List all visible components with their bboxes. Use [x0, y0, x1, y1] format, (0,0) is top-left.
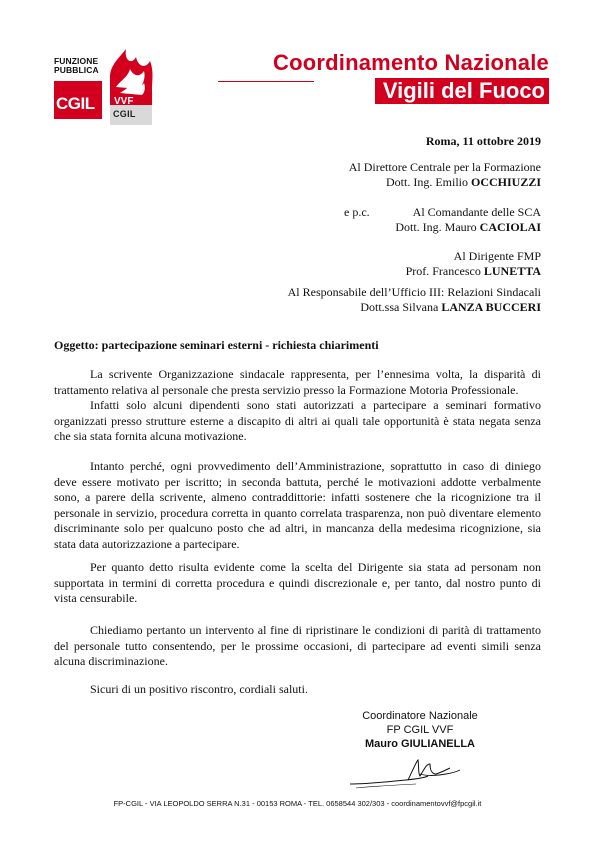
signature-org: FP CGIL VVF	[386, 724, 454, 736]
logo-funzione-text: FUNZIONE	[54, 56, 99, 66]
recipient-1-prefix: Dott. Ing. Emilio	[385, 175, 471, 189]
recipient-2-prefix: Dott. Ing. Mauro	[395, 220, 480, 234]
body-paragraph-4: Per quanto detto risulta evidente come la scelta del Dirigente sia stata ad personam non supportata in termini di corretta procedura e quindi discrezionale e, per tanto, dal nostro punto di vista censurabile.	[54, 560, 541, 605]
recipient-3-role: Al Dirigente FMP	[453, 249, 541, 263]
body-paragraph-6: Sicuri di un positivo riscontro, cordiali saluti.	[90, 682, 308, 696]
recipient-4-surname: LANZA BUCCERI	[441, 300, 541, 314]
body-paragraph-5: Chiediamo pertanto un intervento al fine di ripristinare le condizioni di parità di trattamento del personale tutto consentendo, per le prossime occasioni, di partecipare ad eventi simili senza alcuna discriminazione.	[54, 623, 541, 668]
recipient-4-prefix: Dott.ssa Silvana	[360, 300, 442, 314]
recipient-4-role: Al Responsabile dell’Ufficio III: Relazioni Sindacali	[287, 285, 541, 299]
body-block-3	[54, 560, 541, 607]
recipient-3-name	[406, 264, 541, 279]
body-paragraph-1: La scrivente Organizzazione sindacale rappresenta, per l’ennesima volta, la disparità di trattamento relativa al personale che presta servizio presso la Formazione Motoria Professionale.	[54, 367, 541, 397]
body-block-2	[54, 459, 541, 552]
epc-label: e p.c.	[344, 205, 370, 219]
letter-date: Roma, 11 ottobre 2019	[425, 134, 541, 148]
recipient-2-name	[395, 220, 541, 235]
recipient-4-name	[360, 300, 541, 315]
recipient-3-prefix: Prof. Francesco	[405, 264, 484, 278]
header-title-coordinamento: Coordinamento Nazionale	[273, 50, 549, 75]
header-divider	[218, 81, 314, 82]
recipient-1-name	[386, 175, 541, 190]
recipient-1-surname: OCCHIUZZI	[470, 175, 541, 189]
body-paragraph-2: Infatti solo alcuni dipendenti sono stati autorizzati a partecipare a seminari formativo organizzati presso strutture esterne a discapito di altri ai quali tale opportunità è stata negata senza che sia stata fornita alcuna motivazione.	[54, 398, 541, 443]
header-title-vigili: Vigili del Fuoco	[375, 78, 549, 104]
letter-subject: Oggetto: partecipazione seminari esterni - richiesta chiarimenti	[54, 338, 379, 352]
recipient-3-surname: LUNETTA	[483, 264, 541, 278]
handwritten-signature	[346, 754, 466, 792]
signature-role: Coordinatore Nazionale	[362, 710, 478, 722]
footer-contact: FP-CGIL - VIA LEOPOLDO SERRA N.31 - 00153 ROMA - TEL. 0658544 302/303 - coordinamentovvf@fpcgil.it	[113, 799, 482, 808]
body-paragraph-3: Intanto perché, ogni provvedimento dell’Amministrazione, soprattutto in caso di diniego deve essere motivato per iscritto; in seconda battuta, perché le motivazioni addotte verbalmente sono, a parere della scrivente, almeno contraddittorie: infatti sostenere che la ricognizione tra il personale in servizio, procedura corretta in quanto correlata trasparenza, non può diventare elemento discriminante solo per qualcuno posto che ad altri, in mancanza della medesima ricognizione, sia stata data autorizzazione a partecipare.	[54, 459, 541, 551]
fp-cgil-vvf-logo	[54, 47, 156, 127]
body-block-4	[54, 623, 541, 670]
recipient-2-role: Al Comandante delle SCA	[412, 205, 541, 219]
logo-pubblica-text: PUBBLICA	[54, 65, 99, 75]
logo-vvf-text: VVF	[114, 96, 134, 107]
body-block-5	[54, 682, 541, 698]
signature-name: Mauro GIULIANELLA	[365, 738, 475, 750]
body-block-1	[54, 367, 541, 445]
recipient-2-surname: CACIOLAI	[479, 220, 541, 234]
logo-cgil-small-text: CGIL	[113, 109, 136, 119]
logo-cgil-text: CGIL	[56, 94, 95, 113]
recipient-1-role: Al Direttore Centrale per la Formazione	[348, 160, 541, 174]
